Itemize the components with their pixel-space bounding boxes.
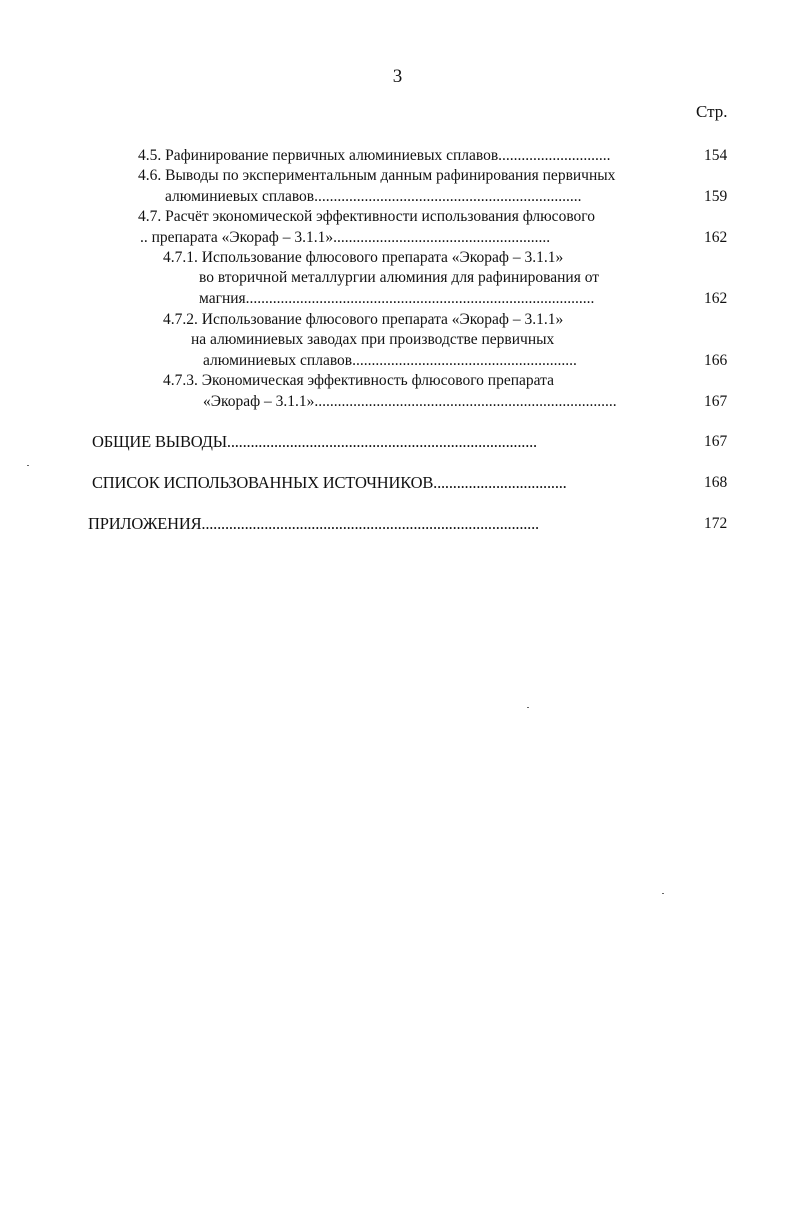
toc-entry-4-6-cont [165,187,680,207]
toc-entry-text: 4.6. Выводы по экспериментальным данным рафинирования первичных [138,167,616,184]
toc-entry-text: СПИСОК ИСПОЛЬЗОВАННЫХ ИСТОЧНИКОВ.................................. [92,473,567,492]
toc-entry-page: 168 [704,474,728,491]
toc-entry-references [92,473,680,493]
toc-entry-4-6 [138,166,698,186]
toc-entry-page: 162 [704,290,728,307]
toc-entry-text: 4.5. Рафинирование первичных алюминиевых сплавов............................. [138,147,611,164]
scan-speck [27,465,29,466]
scan-speck [527,707,529,708]
toc-entry-text: на алюминиевых заводах при производстве первичных [191,331,555,348]
toc-entry-text: 4.7.1. Использование флюсового препарата «Экораф – 3.1.1» [163,249,564,266]
toc-entry-4-7-3 [163,371,693,391]
toc-entry-page: 172 [704,515,728,532]
toc-entry-text: ОБЩИЕ ВЫВОДЫ............................................................................... [92,432,537,451]
toc-entry-general-conclusions [92,432,680,452]
toc-entry-4-5 [138,146,680,166]
toc-entry-text: 4.7. Расчёт экономической эффективности использования флюсового [138,208,596,225]
toc-entry-text: ПРИЛОЖЕНИЯ...................................................................................... [88,514,539,533]
toc-entry-appendices [88,514,680,534]
scan-speck [662,893,664,894]
toc-entry-page: 167 [704,433,728,450]
toc-entry-4-7 [138,207,698,227]
toc-entry-text: «Экораф – 3.1.1».............................................................................. [203,393,617,410]
toc-entry-text: алюминиевых сплавов.......................................................... [203,352,577,369]
toc-entry-page: 167 [704,393,728,410]
toc-entry-4-7-2-cont [191,330,689,350]
toc-entry-page: 166 [704,352,728,369]
toc-entry-page: 162 [704,229,728,246]
toc-entry-text: во вторичной металлургии алюминия для рафинирования от [199,269,600,286]
toc-entry-4-7-cont [140,228,680,248]
toc-entry-text: 4.7.3. Экономическая эффективность флюсового препарата [163,372,554,389]
page-number: 3 [392,66,403,87]
toc-entry-4-7-1-cont2 [199,289,680,309]
toc-entry-text: 4.7.2. Использование флюсового препарата «Экораф – 3.1.1» [163,311,564,328]
toc-entry-4-7-1 [163,248,693,268]
toc-entry-4-7-2-cont2 [203,351,680,371]
toc-entry-text: алюминиевых сплавов..................................................................... [165,188,582,205]
toc-entry-page: 154 [704,147,728,164]
toc-entry-text: .. препарата «Экораф – 3.1.1»........................................................ [140,229,551,246]
toc-entry-4-7-3-cont [203,392,680,412]
toc-entry-4-7-2 [163,310,693,330]
toc-entry-4-7-1-cont [199,268,689,288]
toc-entry-page: 159 [704,188,728,205]
toc-entry-text: магния.......................................................................................... [199,290,595,307]
page-column-label: Стр. [696,102,728,121]
